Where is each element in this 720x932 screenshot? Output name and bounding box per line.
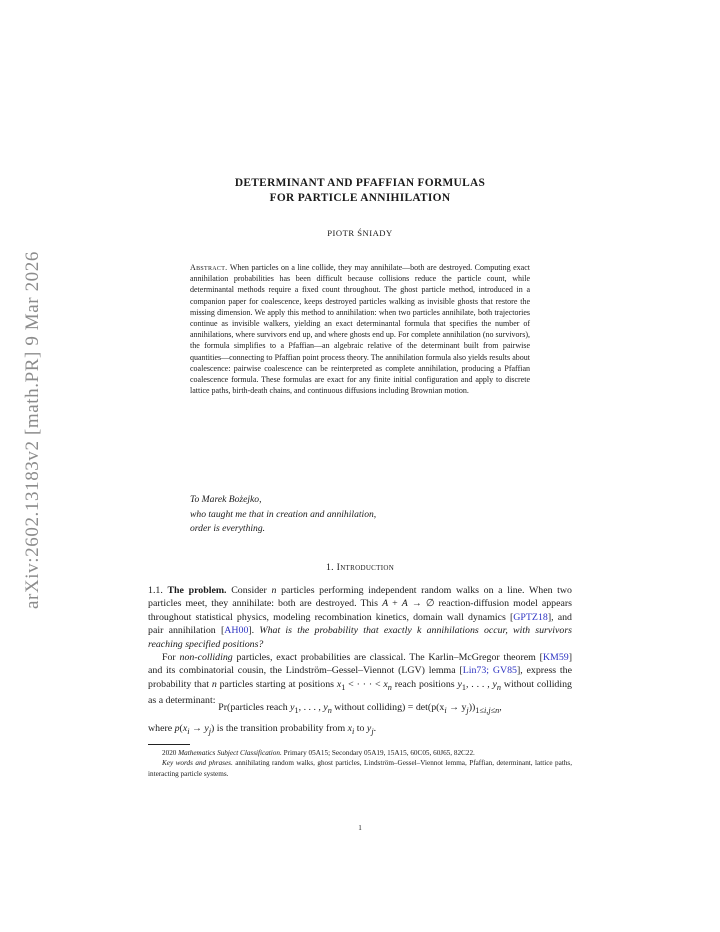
text-run: ] and its combinatorial cousin, the Lindström–Gessel–Viennot (LGV) lemma [: [148, 652, 572, 677]
dedication-line-3: order is everything.: [190, 523, 266, 535]
formula-explanation: where $p(x_i \to y_j)$ is the transition probability from $x_i$ to $y_j$.: [148, 723, 377, 736]
abstract-text: When particles on a line collide, they may annihilate—both are destroyed. Computing exact annihilation probabilities has been difficult because collisions reduce the particle count, while determinantal methods require a fixed count throughout. The ghost particle method, introduced in a companion paper for coalescence, keeps destroyed particles walking as invisible ghosts that restore the missing dimension. We apply this method to annihilation: when two particles annihilate, both trajectories continue as invisible walkers, yielding an exact determinantal formula that specifies the number of annihilations, where survivors end up, and where ghosts end up. For complete annihilation (no survivors), the formula simplifies to a Pfaffian—an algebraic relative of the determinant built from pairwise quantities—connecting to Pfaffian point process theory. The annihilation formula also yields results about coalescence: pairwise coalescence can be reinterpreted as complete annihilation, producing a Pfaffian coalescence formula. These formulas are exact for any finite initial configuration and apply to discrete lattice paths, birth-death chains, and continuous diffusions including Brownian motion.: [190, 263, 530, 396]
page-number: 1: [358, 824, 362, 832]
text-run: particles, exact probabilities are classical. The Karlin–McGregor theorem [: [232, 652, 543, 664]
formula-part: without colliding) = det: [331, 702, 428, 713]
section-heading: [148, 562, 572, 573]
text-run: ], express the probability that: [148, 665, 572, 690]
abstract-label: Abstract.: [190, 263, 228, 272]
formula-part: → y: [446, 702, 467, 713]
citation-link[interactable]: AH00: [224, 625, 249, 637]
author-name: PIOTR ŚNIADY: [327, 228, 393, 238]
text-run: particles starting at positions: [216, 678, 337, 690]
footnotes: [148, 748, 572, 779]
arxiv-identifier-stamp: [22, 200, 44, 660]
text-run: annihilating random walks, ghost particles, Lindström–Gessel–Viennot lemma, Pfaffian, determinant, lattice paths, interacting particle systems.: [148, 759, 573, 778]
title-line-1: DETERMINANT AND PFAFFIAN FORMULAS: [234, 177, 486, 189]
text-run: For: [162, 652, 180, 664]
citation-link[interactable]: KM59: [542, 652, 569, 664]
text-run: non-colliding: [179, 652, 233, 664]
text-run: to: [354, 723, 367, 734]
text-run: ].: [248, 625, 255, 637]
subsection-number: 1.1.: [148, 585, 163, 596]
text-run: 2020: [162, 749, 177, 757]
formula-part: Pr(particles reach: [218, 702, 291, 713]
dedication-line-1: To Marek Bożejko,: [190, 494, 262, 505]
footnote-rule: [148, 744, 190, 745]
text-run: reaction-diffusion model appears throughout statistical physics, modeling recombination kinetics, domain wall dynamics [: [148, 598, 573, 623]
text-run: Key words and phrases.: [162, 759, 233, 768]
text-run: Mathematics Subject Classification.: [178, 749, 282, 757]
paragraph-problem: 1.1. The problem. Consider n particles performing independent random walks on a line. When two particles meet, they annihilate: both are destroyed. This A + A → ∅ reaction-diffusion model appears throughout statistical physics, modeling recombination kinetics, domain wall dynamics [GPTZ18], and pair annihilation [AH00]. What is the probability that exactly k annihilations occur, with survivors reaching specified positions?: [148, 585, 573, 650]
text-run: without colliding as a determinant:: [148, 678, 572, 707]
dedication: [190, 493, 376, 537]
text-run: is the transition probability from: [214, 723, 348, 734]
display-formula: Pr(particles reach $y_1$, . . . , $y_n$ without colliding) = $\det(p(x_i \to y_j))_{1\le i,j\le n}$,: [218, 702, 502, 715]
text-run: where: [148, 723, 175, 734]
formula-part: (p(x: [427, 702, 445, 713]
paragraph-classical: For non-colliding particles, exact probabilities are classical. The Karlin–McGregor theorem [KM59] and its combinatorial cousin, the Lindström–Gessel–Viennot (LGV) lemma [Lin73; GV85], express the probability that n particles starting at positions $x_1$ < · · · < $x_n$ reach positions $y_1$, . . . , $y_n$ without colliding as a determinant:: [148, 652, 572, 707]
section-body: [148, 584, 572, 708]
research-question: What is the probability that exactly k annihilations occur, with survivors reaching specified positions?: [148, 625, 573, 650]
dedication-line-2: who taught me that in creation and annihilation,: [190, 508, 377, 520]
abstract: [190, 262, 530, 396]
paper-title: [148, 176, 572, 205]
formula-part: )): [468, 702, 476, 713]
text-run: reach positions: [391, 678, 458, 690]
citation-link[interactable]: GPTZ18: [513, 611, 548, 623]
keywords-footnote: [148, 758, 572, 779]
msc-footnote: [148, 748, 572, 758]
section-title: Introduction: [336, 562, 395, 573]
citation-link[interactable]: GV85: [492, 665, 517, 677]
text-run: particles performing independent random walks on a line. When two particles meet, they annihilate: both are destroyed. This: [148, 585, 572, 610]
title-line-2: FOR PARTICLE ANNIHILATION: [269, 191, 451, 204]
subsection-title: The problem.: [167, 585, 227, 596]
text-run: Primary 05A15; Secondary 05A19, 15A15, 60C05, 60J65, 82C22.: [283, 749, 475, 757]
text-run: ], and pair annihilation [: [148, 611, 572, 637]
arxiv-identifier-text: arXiv:2602.13183v2 [math.PR] 9 Mar 2026: [22, 251, 44, 609]
citation-link[interactable]: Lin73: [462, 665, 487, 677]
text-run: Consider: [231, 585, 272, 596]
section-number: 1.: [325, 562, 334, 573]
